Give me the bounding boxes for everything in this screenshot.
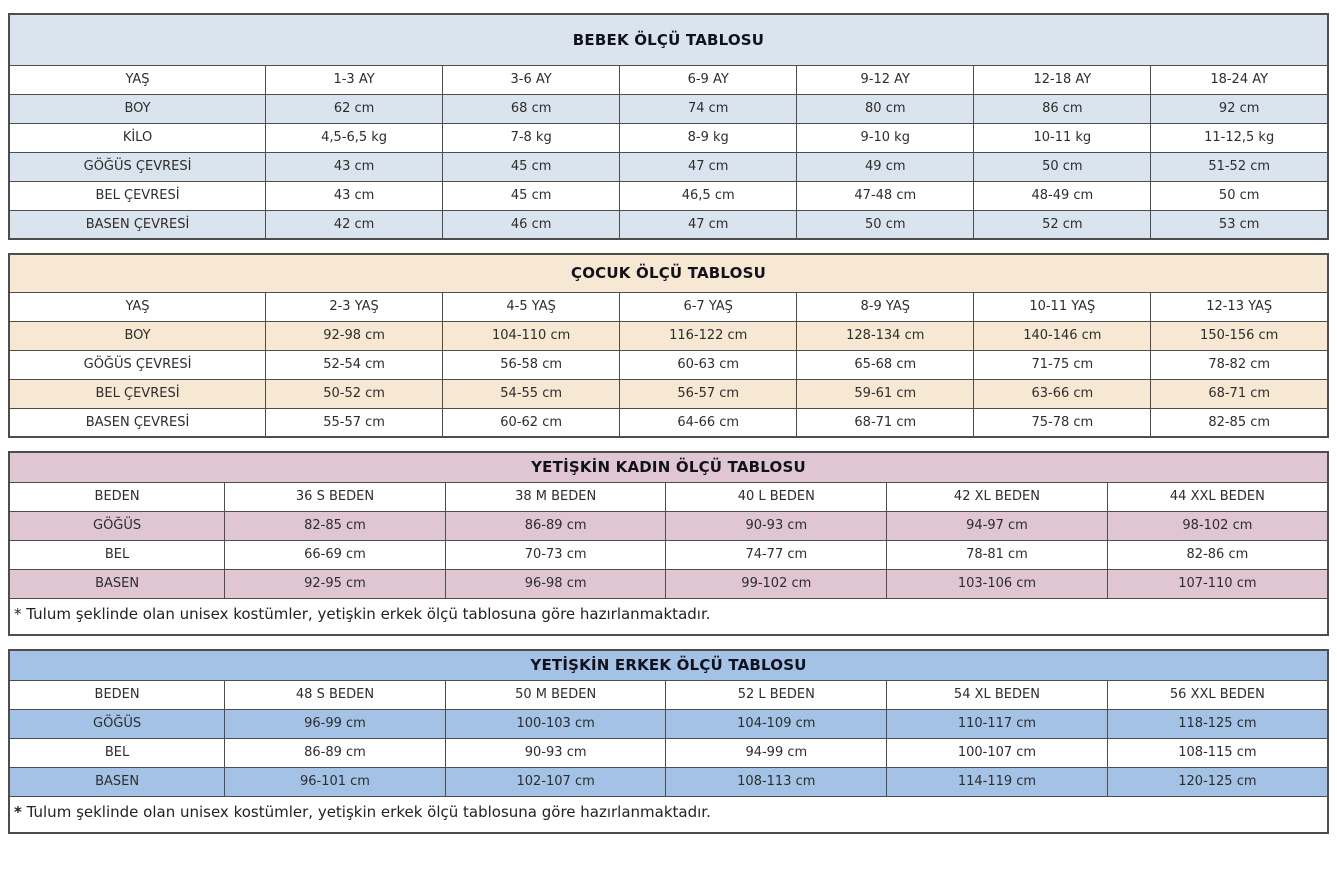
table-row	[9, 210, 1328, 239]
cell-value: 49 cm	[797, 152, 974, 181]
footnote-asterisk: *	[14, 605, 22, 624]
cell-value: 46,5 cm	[620, 181, 797, 210]
cell-value: 64-66 cm	[620, 408, 797, 437]
cell-value: 6-7 YAŞ	[620, 292, 797, 321]
table-row	[9, 65, 1328, 94]
cell-value: 46 cm	[443, 210, 620, 239]
cell-value: 92-95 cm	[225, 569, 446, 598]
cell-value: 52 L BEDEN	[666, 680, 887, 709]
cell-value: 44 XXL BEDEN	[1107, 482, 1328, 511]
row-label: BEL ÇEVRESİ	[9, 379, 266, 408]
cell-value: 74-77 cm	[666, 540, 887, 569]
cell-value: 53 cm	[1151, 210, 1328, 239]
cell-value: 104-109 cm	[666, 709, 887, 738]
table-title-cocuk: ÇOCUK ÖLÇÜ TABLOSU	[9, 254, 1328, 292]
table-title-yetiskin-erkek: YETİŞKİN ERKEK ÖLÇÜ TABLOSU	[9, 650, 1328, 680]
table-title-row	[9, 650, 1328, 680]
cell-value: 86-89 cm	[445, 511, 666, 540]
row-label: BASEN	[9, 569, 225, 598]
row-label: BASEN	[9, 767, 225, 796]
cell-value: 68 cm	[443, 94, 620, 123]
table-title-bebek: BEBEK ÖLÇÜ TABLOSU	[9, 14, 1328, 65]
cell-value: 3-6 AY	[443, 65, 620, 94]
table-row	[9, 569, 1328, 598]
cell-value: 9-10 kg	[797, 123, 974, 152]
row-label: BEDEN	[9, 482, 225, 511]
cell-value: 118-125 cm	[1107, 709, 1328, 738]
cell-value: 92-98 cm	[266, 321, 443, 350]
cell-value: 8-9 YAŞ	[797, 292, 974, 321]
table-title-row	[9, 452, 1328, 482]
size-table-yetiskin-kadin	[8, 451, 1329, 636]
table-row	[9, 709, 1328, 738]
cell-value: 60-63 cm	[620, 350, 797, 379]
cell-value: 86-89 cm	[225, 738, 446, 767]
row-label: KİLO	[9, 123, 266, 152]
cell-value: 12-18 AY	[974, 65, 1151, 94]
cell-value: 43 cm	[266, 152, 443, 181]
cell-value: 86 cm	[974, 94, 1151, 123]
row-label: BASEN ÇEVRESİ	[9, 210, 266, 239]
table-footnote: * Tulum şeklinde olan unisex kostümler, yetişkin erkek ölçü tablosuna göre hazırlanmaktadır.	[9, 796, 1328, 833]
cell-value: 7-8 kg	[443, 123, 620, 152]
cell-value: 52 cm	[974, 210, 1151, 239]
cell-value: 120-125 cm	[1107, 767, 1328, 796]
cell-value: 82-85 cm	[225, 511, 446, 540]
cell-value: 65-68 cm	[797, 350, 974, 379]
row-label: YAŞ	[9, 65, 266, 94]
cell-value: 2-3 YAŞ	[266, 292, 443, 321]
row-label: YAŞ	[9, 292, 266, 321]
cell-value: 80 cm	[797, 94, 974, 123]
cell-value: 75-78 cm	[974, 408, 1151, 437]
row-label: BOY	[9, 94, 266, 123]
cell-value: 102-107 cm	[445, 767, 666, 796]
table-row	[9, 767, 1328, 796]
cell-value: 90-93 cm	[666, 511, 887, 540]
cell-value: 82-86 cm	[1107, 540, 1328, 569]
table-footnote-row	[9, 598, 1328, 635]
cell-value: 103-106 cm	[887, 569, 1108, 598]
cell-value: 9-12 AY	[797, 65, 974, 94]
size-table-bebek	[8, 13, 1329, 240]
cell-value: 78-82 cm	[1151, 350, 1328, 379]
size-table-cocuk	[8, 253, 1329, 438]
cell-value: 108-115 cm	[1107, 738, 1328, 767]
cell-value: 71-75 cm	[974, 350, 1151, 379]
table-row	[9, 181, 1328, 210]
footnote-asterisk: *	[14, 803, 22, 822]
cell-value: 45 cm	[443, 181, 620, 210]
table-title-yetiskin-kadin: YETİŞKİN KADIN ÖLÇÜ TABLOSU	[9, 452, 1328, 482]
cell-value: 4-5 YAŞ	[443, 292, 620, 321]
cell-value: 78-81 cm	[887, 540, 1108, 569]
cell-value: 43 cm	[266, 181, 443, 210]
table-row	[9, 292, 1328, 321]
cell-value: 107-110 cm	[1107, 569, 1328, 598]
cell-value: 40 L BEDEN	[666, 482, 887, 511]
cell-value: 12-13 YAŞ	[1151, 292, 1328, 321]
table-row	[9, 123, 1328, 152]
cell-value: 128-134 cm	[797, 321, 974, 350]
table-row	[9, 94, 1328, 123]
row-label: BEL	[9, 540, 225, 569]
table-row	[9, 379, 1328, 408]
row-label: BASEN ÇEVRESİ	[9, 408, 266, 437]
size-table-yetiskin-erkek	[8, 649, 1329, 834]
cell-value: 50 cm	[1151, 181, 1328, 210]
row-label: GÖĞÜS	[9, 511, 225, 540]
cell-value: 70-73 cm	[445, 540, 666, 569]
cell-value: 56 XXL BEDEN	[1107, 680, 1328, 709]
cell-value: 99-102 cm	[666, 569, 887, 598]
cell-value: 47 cm	[620, 152, 797, 181]
table-title-row	[9, 254, 1328, 292]
cell-value: 66-69 cm	[225, 540, 446, 569]
cell-value: 68-71 cm	[797, 408, 974, 437]
cell-value: 42 XL BEDEN	[887, 482, 1108, 511]
cell-value: 10-11 YAŞ	[974, 292, 1151, 321]
cell-value: 51-52 cm	[1151, 152, 1328, 181]
table-footnote-row	[9, 796, 1328, 833]
cell-value: 116-122 cm	[620, 321, 797, 350]
cell-value: 42 cm	[266, 210, 443, 239]
row-label: BEL ÇEVRESİ	[9, 181, 266, 210]
cell-value: 8-9 kg	[620, 123, 797, 152]
cell-value: 74 cm	[620, 94, 797, 123]
row-label: BEL	[9, 738, 225, 767]
table-row	[9, 680, 1328, 709]
cell-value: 52-54 cm	[266, 350, 443, 379]
cell-value: 94-99 cm	[666, 738, 887, 767]
cell-value: 62 cm	[266, 94, 443, 123]
table-row	[9, 540, 1328, 569]
cell-value: 82-85 cm	[1151, 408, 1328, 437]
cell-value: 18-24 AY	[1151, 65, 1328, 94]
table-title-row	[9, 14, 1328, 65]
cell-value: 96-98 cm	[445, 569, 666, 598]
table-row	[9, 350, 1328, 379]
cell-value: 59-61 cm	[797, 379, 974, 408]
cell-value: 55-57 cm	[266, 408, 443, 437]
cell-value: 150-156 cm	[1151, 321, 1328, 350]
row-label: GÖĞÜS	[9, 709, 225, 738]
cell-value: 68-71 cm	[1151, 379, 1328, 408]
cell-value: 11-12,5 kg	[1151, 123, 1328, 152]
cell-value: 6-9 AY	[620, 65, 797, 94]
cell-value: 96-99 cm	[225, 709, 446, 738]
cell-value: 92 cm	[1151, 94, 1328, 123]
row-label: BEDEN	[9, 680, 225, 709]
cell-value: 56-58 cm	[443, 350, 620, 379]
cell-value: 50 cm	[974, 152, 1151, 181]
table-row	[9, 152, 1328, 181]
cell-value: 47 cm	[620, 210, 797, 239]
cell-value: 90-93 cm	[445, 738, 666, 767]
cell-value: 1-3 AY	[266, 65, 443, 94]
cell-value: 108-113 cm	[666, 767, 887, 796]
cell-value: 60-62 cm	[443, 408, 620, 437]
cell-value: 114-119 cm	[887, 767, 1108, 796]
cell-value: 50 cm	[797, 210, 974, 239]
cell-value: 10-11 kg	[974, 123, 1151, 152]
cell-value: 54 XL BEDEN	[887, 680, 1108, 709]
cell-value: 98-102 cm	[1107, 511, 1328, 540]
cell-value: 110-117 cm	[887, 709, 1108, 738]
cell-value: 36 S BEDEN	[225, 482, 446, 511]
cell-value: 63-66 cm	[974, 379, 1151, 408]
table-row	[9, 482, 1328, 511]
cell-value: 100-103 cm	[445, 709, 666, 738]
cell-value: 100-107 cm	[887, 738, 1108, 767]
row-label: BOY	[9, 321, 266, 350]
cell-value: 54-55 cm	[443, 379, 620, 408]
cell-value: 47-48 cm	[797, 181, 974, 210]
row-label: GÖĞÜS ÇEVRESİ	[9, 152, 266, 181]
cell-value: 96-101 cm	[225, 767, 446, 796]
cell-value: 94-97 cm	[887, 511, 1108, 540]
cell-value: 50 M BEDEN	[445, 680, 666, 709]
row-label: GÖĞÜS ÇEVRESİ	[9, 350, 266, 379]
cell-value: 104-110 cm	[443, 321, 620, 350]
table-row	[9, 321, 1328, 350]
cell-value: 50-52 cm	[266, 379, 443, 408]
cell-value: 56-57 cm	[620, 379, 797, 408]
cell-value: 38 M BEDEN	[445, 482, 666, 511]
cell-value: 140-146 cm	[974, 321, 1151, 350]
table-row	[9, 408, 1328, 437]
table-footnote: * Tulum şeklinde olan unisex kostümler, yetişkin erkek ölçü tablosuna göre hazırlanmaktadır.	[9, 598, 1328, 635]
table-row	[9, 738, 1328, 767]
size-charts-container	[8, 13, 1329, 834]
cell-value: 4,5-6,5 kg	[266, 123, 443, 152]
cell-value: 48-49 cm	[974, 181, 1151, 210]
table-row	[9, 511, 1328, 540]
cell-value: 45 cm	[443, 152, 620, 181]
cell-value: 48 S BEDEN	[225, 680, 446, 709]
